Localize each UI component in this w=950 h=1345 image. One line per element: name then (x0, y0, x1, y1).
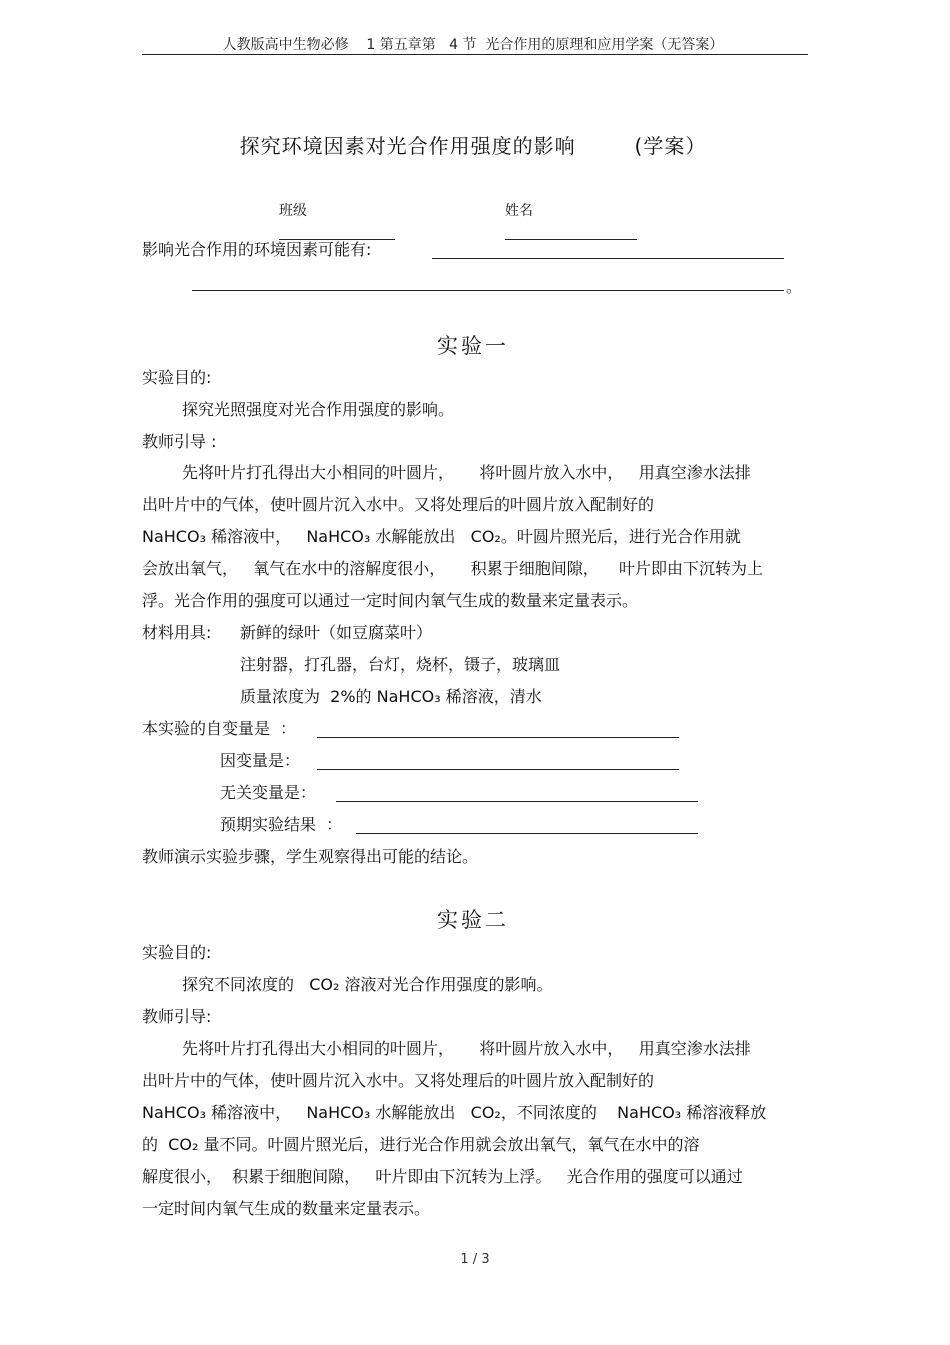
exp1-materials-label: 材料用具: (142, 623, 212, 642)
dependent-variable-label: 因变量是： (220, 751, 301, 770)
running-header: 人教版高中生物必修 1 第五章第 4 节 光合作用的原理和应用学案（无答案） (222, 37, 724, 53)
expected-result-blank[interactable] (356, 833, 698, 834)
exp2-purpose-label: 实验目的: (142, 943, 212, 962)
exp1-guide-line: 会放出氧气， 氧气在水中的溶解度很小， 积累于细胞间隙， 叶片即由下沉转为上 (142, 559, 764, 578)
header-rule (142, 54, 808, 55)
exp1-material-item: 质量浓度为 2%的 NaHCO₃ 稀溶液，清水 (240, 687, 542, 706)
exp1-guide-line: 浮。光合作用的强度可以通过一定时间内氧气生成的数量来定量表示。 (142, 591, 639, 610)
exp2-purpose-text: 探究不同浓度的 CO₂ 溶液对光合作用强度的影响。 (182, 975, 553, 994)
class-label: 班级 (278, 203, 307, 219)
expected-result-label: 预期实验结果 ： (220, 815, 343, 834)
exp2-guide-line: 出叶片中的气体，使叶圆片沉入水中。又将处理后的叶圆片放入配制好的 (142, 1071, 655, 1090)
exp1-purpose-label: 实验目的: (142, 368, 212, 387)
exp1-demo-text: 教师演示实验步骤，学生观察得出可能的结论。 (142, 847, 479, 866)
name-field (496, 178, 637, 244)
exp1-guide-label: 教师引导 : (142, 432, 217, 451)
exp2-guide-label: 教师引导: (142, 1007, 212, 1026)
exp2-guide-line: 的 CO₂ 量不同。叶圆片照光后，进行光合作用就会放出氧气，氧气在水中的溶 (142, 1135, 700, 1154)
page-number: 1 / 3 (460, 1252, 490, 1267)
exp2-guide-line: 解度很小， 积累于细胞间隙， 叶片即由下沉转为上浮。 光合作用的强度可以通过 (142, 1167, 743, 1186)
factors-blank-1[interactable] (432, 258, 784, 259)
exp1-material-item: 注射器，打孔器，台灯，烧杯，镊子，玻璃皿 (240, 655, 561, 674)
irrelevant-variable-blank[interactable] (336, 801, 698, 802)
dependent-variable-blank[interactable] (317, 769, 679, 770)
independent-variable-label: 本实验的自变量是 ： (142, 719, 297, 738)
exp2-guide-line: NaHCO₃ 稀溶液中， NaHCO₃ 水解能放出 CO₂，不同浓度的 NaHCO₃ 稀溶液释放 (142, 1103, 767, 1122)
experiment-1-heading: 实验一 (437, 334, 509, 358)
independent-variable-blank[interactable] (317, 737, 679, 738)
factors-blank-2[interactable] (192, 290, 784, 291)
exp1-material-item: 新鲜的绿叶（如豆腐菜叶） (240, 623, 433, 642)
name-blank[interactable] (505, 223, 637, 240)
factors-period: 。 (786, 277, 803, 296)
exp1-guide-line: 出叶片中的气体，使叶圆片沉入水中。又将处理后的叶圆片放入配制好的 (142, 495, 655, 514)
factors-prompt: 影响光合作用的环境因素可能有: (142, 240, 372, 259)
exp1-guide-line: NaHCO₃ 稀溶液中， NaHCO₃ 水解能放出 CO₂。叶圆片照光后，进行光合作用就 (142, 527, 741, 546)
irrelevant-variable-label: 无关变量是： (220, 783, 317, 802)
name-label: 姓名 (504, 203, 533, 219)
exp2-guide-line: 一定时间内氧气生成的数量来定量表示。 (142, 1199, 431, 1218)
class-field (270, 178, 395, 244)
exp1-purpose-text: 探究光照强度对光合作用强度的影响。 (182, 400, 455, 419)
page-title: 探究环境因素对光合作用强度的影响 (学案） (239, 134, 707, 158)
experiment-2-heading: 实验二 (437, 908, 509, 932)
exp1-guide-line: 先将叶片打孔得出大小相同的叶圆片， 将叶圆片放入水中， 用真空渗水法排 (182, 463, 751, 482)
exp2-guide-line: 先将叶片打孔得出大小相同的叶圆片， 将叶圆片放入水中， 用真空渗水法排 (182, 1039, 751, 1058)
class-blank[interactable] (279, 223, 395, 240)
